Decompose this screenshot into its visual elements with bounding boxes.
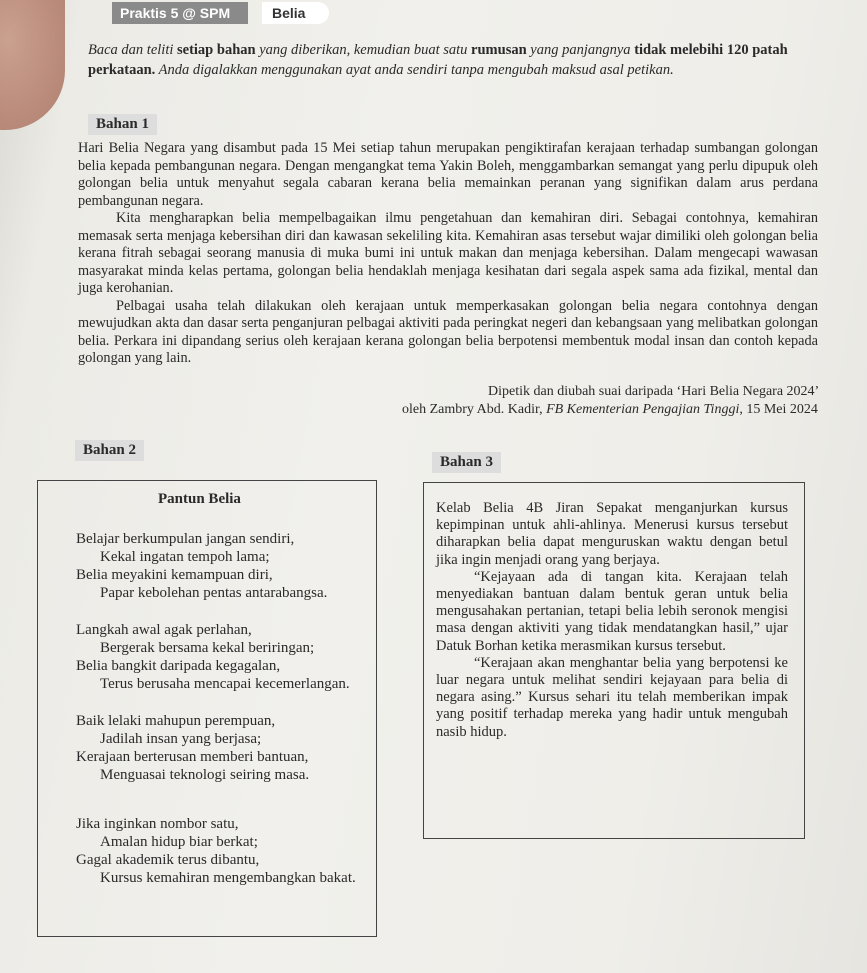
source-line-1: Dipetik dan diubah suai daripada ‘Hari Belia Negara 2024’ bbox=[488, 384, 820, 399]
pantun-line: Kekal ingatan tempoh lama; bbox=[100, 549, 270, 565]
bahan3-label: Bahan 3 bbox=[432, 452, 501, 473]
source-line-2: oleh Zambry Abd. Kadir, FB Kementerian Pengajian Tinggi, 15 Mei 2024 bbox=[402, 402, 818, 417]
pantun-stanza-2 bbox=[76, 621, 350, 693]
bahan1-label: Bahan 1 bbox=[88, 114, 157, 135]
pantun-line: Gagal akademik terus dibantu, bbox=[76, 852, 260, 868]
pantun-line: Kursus kemahiran mengembangkan bakat. bbox=[100, 870, 356, 886]
bahan3-paragraph-2: “Kejayaan ada di tangan kita. Kerajaan telah menyediakan bantuan dalam bentuk geran untuk belia mengusahakan pertanian, tetapi belia lebih seronok mengisi masa dengan aktiviti yang tidak mendatangkan hasil,” ujar Datuk Borhan ketika merasmikan kursus tersebut. bbox=[436, 568, 788, 654]
pantun-line: Jika inginkan nombor satu, bbox=[76, 816, 239, 832]
pantun-stanza-4 bbox=[76, 815, 356, 887]
pantun-line: Jadilah insan yang berjasa; bbox=[100, 731, 262, 747]
bahan3-paragraph-1: Kelab Belia 4B Jiran Sepakat menganjurkan kursus kepimpinan untuk ahli-ahlinya. Menerusi kursus tersebut diharapkan belia dapat menguruskan waktu dengan betul jika ingin menjadi orang yang berjaya. bbox=[436, 500, 788, 568]
bahan1-paragraph-2: Kita mengharapkan belia mempelbagaikan ilmu pengetahuan dan kemahiran diri. Sebagai contohnya, kemahiran memasak serta menjaga kebersihan diri dan kawasan sekeliling kita. Kemahiran asas tersebut wajar dimiliki oleh golongan belia kerana fitrah sebagai seorang manusia di muka bumi ini untuk makan dan menjaga kebersihan. Dalam mengecapi wawasan masyarakat minda kelas pertama, golongan belia hendaklah menjaga kesihatan dari segala aspek sama ada fizikal, mental dan juga kerohanian. bbox=[78, 210, 818, 296]
bahan1-body bbox=[78, 140, 818, 368]
pantun-line: Baik lelaki mahupun perempuan, bbox=[76, 713, 276, 729]
pantun-title: Pantun Belia bbox=[158, 491, 241, 507]
bahan1-paragraph-3: Pelbagai usaha telah dilakukan oleh kerajaan untuk memperkasakan golongan belia negara contohnya dengan mewujudkan akta dan dasar serta penganjuran pelbagai aktiviti pada peringkat negeri dan kebangsaan yang melibatkan golongan belia. Perkara ini dipandang serius oleh kerajaan kerana golongan belia berpotensi membentuk modal insan dan contoh kepada golongan yang lain. bbox=[78, 297, 818, 366]
section-tab: Praktis 5 @ SPM bbox=[112, 2, 248, 24]
pantun-line: Langkah awal agak perlahan, bbox=[76, 622, 252, 638]
pantun-line: Belajar berkumpulan jangan sendiri, bbox=[76, 531, 295, 547]
pantun-line: Amalan hidup biar berkat; bbox=[100, 834, 258, 850]
bahan3-paragraph-3: “Kerajaan akan menghantar belia yang berpotensi ke luar negara untuk melihat sendiri kejayaan para belia di negara asing.” Kursus sehari itu telah memberikan impak yang positif terhadap mereka yang hadir untuk mengubah nasib hidup. bbox=[436, 654, 788, 740]
bahan1-paragraph-1: Hari Belia Negara yang disambut pada 15 Mei setiap tahun merupakan pengiktirafan kerajaan terhadap sumbangan golongan belia kepada pembangunan negara. Dengan mengangkat tema Yakin Boleh, menggambarkan semangat yang perlu dipupuk oleh golongan belia untuk menyahut segala cabaran kerana belia memainkan peranan yang signifikan dalam arus perdana pembangunan negara. bbox=[78, 140, 818, 209]
pantun-stanza-1 bbox=[76, 530, 327, 602]
pantun-line: Kerajaan berterusan memberi bantuan, bbox=[76, 749, 309, 765]
pantun-line: Bergerak bersama kekal beriringan; bbox=[100, 640, 315, 656]
finger-shadow bbox=[0, 0, 65, 130]
topic-tab: Belia bbox=[262, 2, 329, 24]
pantun-line: Papar kebolehan pentas antarabangsa. bbox=[100, 585, 328, 601]
bahan3-body bbox=[436, 500, 788, 741]
pantun-line: Terus berusaha mencapai kecemerlangan. bbox=[100, 676, 350, 692]
bahan2-label: Bahan 2 bbox=[75, 440, 144, 461]
pantun-line: Belia bangkit daripada kegagalan, bbox=[76, 658, 281, 674]
instruction: Baca dan teliti setiap bahan yang diberikan, kemudian buat satu rumusan yang panjangnya tidak melebihi 120 patah perkataan. Anda digalakkan menggunakan ayat anda sendiri tanpa mengubah maksud asal petikan. bbox=[88, 42, 788, 78]
pantun-line: Belia meyakini kemampuan diri, bbox=[76, 567, 273, 583]
pantun-stanza-3 bbox=[76, 712, 309, 784]
pantun-line: Menguasai teknologi seiring masa. bbox=[100, 767, 310, 783]
